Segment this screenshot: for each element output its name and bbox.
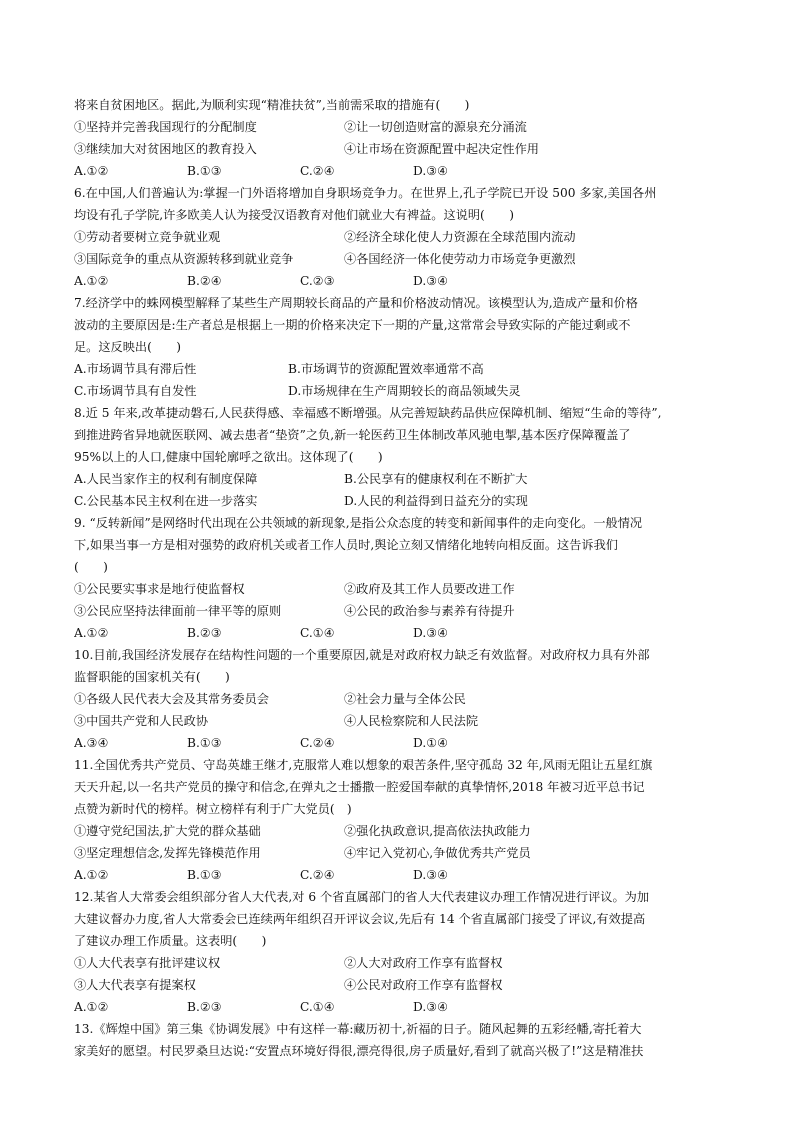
option: ②人大对政府工作享有监督权 (344, 956, 503, 970)
answer-c: C.②③ (300, 274, 335, 288)
question-5 (74, 94, 734, 182)
answer-d: D.③④ (413, 1000, 449, 1014)
answer-d: D.③④ (413, 164, 449, 178)
question-text: ( ) (74, 560, 108, 574)
answer-row (74, 622, 734, 644)
answer-row (74, 270, 734, 292)
option-row (74, 226, 734, 248)
option-row (74, 490, 734, 512)
question-text: 到推进跨省异地就医联网、减去患者“垫资”之负,新一轮医药卫生体制改革风驰电掣,基本医疗保障覆盖了 (74, 428, 631, 442)
option: ④让市场在资源配置中起决定性作用 (344, 142, 539, 156)
question-9 (74, 512, 734, 644)
option: ④人民检察院和人民法院 (344, 714, 479, 728)
option: ④各国经济一体化使劳动力市场竞争更激烈 (344, 252, 576, 266)
question-text: 点赞为新时代的榜样。树立榜样有利于广大党员( ) (74, 802, 352, 816)
option: ③中国共产党和人民政协 (74, 714, 209, 728)
answer-row (74, 996, 734, 1018)
answer-row (74, 864, 734, 886)
option: ②经济全球化使人力资源在全球范围内流动 (344, 230, 576, 244)
option: ①遵守党纪国法,扩大党的群众基础 (74, 824, 261, 838)
question-text: 13.《辉煌中国》第三集《协调发展》中有这样一幕:藏历初十,祈福的日子。随风起舞的五彩经幡,寄托着大 (74, 1022, 642, 1036)
question-11 (74, 754, 734, 886)
option: B.市场调节的资源配置效率通常不高 (288, 362, 484, 376)
option: ④公民的政治参与素养有待提升 (344, 604, 515, 618)
question-text: 天天升起,以一名共产党员的操守和信念,在弹丸之士播撒一腔爱国奉献的真挚情怀,2018 年被习近平总书记 (74, 780, 645, 794)
question-text: 大建议督办力度,省人大常委会已连续两年组织召开评议会议,先后有 14 个省直属部门接受了评议,有效提高 (74, 912, 646, 926)
question-text: 了建议办理工作质量。这表明( ) (74, 934, 267, 948)
option-row (74, 468, 734, 490)
answer-a: A.③④ (74, 736, 109, 750)
option: ③公民应坚持法律面前一律平等的原则 (74, 604, 282, 618)
exam-page (74, 94, 734, 1062)
option-row (74, 688, 734, 710)
question-13 (74, 1018, 734, 1062)
answer-a: A.①② (74, 868, 109, 882)
answer-d: D.③④ (413, 626, 449, 640)
option-row (74, 358, 734, 380)
answer-c: C.②④ (300, 164, 335, 178)
option: ②社会力量与全体公民 (344, 692, 466, 706)
answer-b: B.①③ (187, 736, 222, 750)
answer-c: C.②④ (300, 868, 335, 882)
answer-b: B.②③ (187, 626, 222, 640)
option: ③人大代表享有提案权 (74, 978, 196, 992)
answer-a: A.①② (74, 274, 109, 288)
question-text: 波动的主要原因是:生产者总是根据上一期的价格来决定下一期的产量,这常常会导致实际的产能过剩或不 (74, 318, 631, 332)
option: C.公民基本民主权利在进一步落实 (74, 494, 258, 508)
answer-a: A.①② (74, 1000, 109, 1014)
option: ①公民要实事求是地行使监督权 (74, 582, 245, 596)
question-text: 10.目前,我国经济发展存在结构性问题的一个重要原因,就是对政府权力缺乏有效监督。对政府权力具有外部 (74, 648, 650, 662)
question-text: 均设有孔子学院,许多欧美人认为接受汉语教育对他们就业大有裨益。这说明( ) (74, 208, 514, 222)
option: ①人大代表享有批评建议权 (74, 956, 221, 970)
option: ④牢记入党初心,争做优秀共产党员 (344, 846, 531, 860)
option: A.市场调节具有滞后性 (74, 362, 197, 376)
question-text: 8.近 5 年来,改革捷动磐石,人民获得感、幸福感不断增强。从完善短缺药品供应保障机制、缩短“生命的等待”, (74, 406, 662, 420)
option: ①坚持并完善我国现行的分配制度 (74, 120, 257, 134)
option-row (74, 600, 734, 622)
option: ④公民对政府工作享有监督权 (344, 978, 503, 992)
question-text: 12.某省人大常委会组织部分省人大代表,对 6 个省直属部门的省人大代表建议办理工作情况进行评议。为加 (74, 890, 650, 904)
question-12 (74, 886, 734, 1018)
question-text: 监督职能的国家机关有( ) (74, 670, 230, 684)
question-text: 95%以上的人口,健康中国轮廓呼之欲出。这体现了( ) (74, 450, 383, 464)
answer-d: D.①④ (413, 736, 449, 750)
option: ②让一切创造财富的源泉充分涌流 (344, 120, 527, 134)
answer-c: C.①④ (300, 1000, 335, 1014)
option-row (74, 952, 734, 974)
option: ②强化执政意识,提高依法执政能力 (344, 824, 531, 838)
answer-b: B.①③ (187, 868, 222, 882)
answer-a: A.①② (74, 626, 109, 640)
option: ③国际竞争的重点从资源转移到就业竞争 (74, 252, 294, 266)
question-text: 家美好的愿望。村民罗桑旦达说:“安置点环境好得很,漂亮得很,房子质量好,看到了就高兴极了!”这是精准扶 (74, 1044, 644, 1058)
question-text: 7.经济学中的蛛网模型解释了某些生产周期较长商品的产量和价格波动情况。该模型认为,造成产量和价格 (74, 296, 638, 310)
answer-c: C.①④ (300, 626, 335, 640)
question-text: 将来自贫困地区。据此,为顺利实现“精准扶贫”,当前需采取的措施有( ) (74, 98, 470, 112)
answer-b: B.②④ (187, 274, 222, 288)
option: A.人民当家作主的权利有制度保障 (74, 472, 258, 486)
option: D.市场规律在生产周期较长的商品领域失灵 (288, 384, 521, 398)
option-row (74, 974, 734, 996)
question-7 (74, 292, 734, 402)
option-row (74, 578, 734, 600)
option-row (74, 380, 734, 402)
option: ①各级人民代表大会及其常务委员会 (74, 692, 269, 706)
option: ③继续加大对贫困地区的教育投入 (74, 142, 257, 156)
option-row (74, 116, 734, 138)
question-10 (74, 644, 734, 754)
question-text: 6.在中国,人们普遍认为:掌握一门外语将增加自身职场竞争力。在世界上,孔子学院已开设 500 多家,美国各州 (74, 186, 657, 200)
answer-c: C.②④ (300, 736, 335, 750)
option: B.公民享有的健康权利在不断扩大 (344, 472, 528, 486)
question-text: 11.全国优秀共产党员、守岛英雄王继才,克服常人难以想象的艰苦条件,坚守孤岛 32 年,风雨无阻让五星红旗 (74, 758, 653, 772)
option: C.市场调节具有自发性 (74, 384, 197, 398)
answer-row (74, 732, 734, 754)
option-row (74, 248, 734, 270)
option: ②政府及其工作人员要改进工作 (344, 582, 515, 596)
question-text: 9. “反转新闻”是网络时代出现在公共领域的新现象,是指公众态度的转变和新闻事件的走向变化。一般情况 (74, 516, 643, 530)
option-row (74, 842, 734, 864)
option-row (74, 138, 734, 160)
answer-b: B.①③ (187, 164, 222, 178)
answer-d: D.③④ (413, 868, 449, 882)
option-row (74, 710, 734, 732)
answer-d: D.③④ (413, 274, 449, 288)
option: ③坚定理想信念,发挥先锋模范作用 (74, 846, 261, 860)
answer-row (74, 160, 734, 182)
question-8 (74, 402, 734, 512)
option-row (74, 820, 734, 842)
option: ①劳动者要树立竞争就业观 (74, 230, 221, 244)
question-6 (74, 182, 734, 292)
question-text: 下,如果当事一方是相对强势的政府机关或者工作人员时,舆论立刻又情绪化地转向相反面。这告诉我们 (74, 538, 618, 552)
answer-b: B.②③ (187, 1000, 222, 1014)
option: D.人民的利益得到日益充分的实现 (344, 494, 528, 508)
answer-a: A.①② (74, 164, 109, 178)
question-text: 足。这反映出( ) (74, 340, 182, 354)
